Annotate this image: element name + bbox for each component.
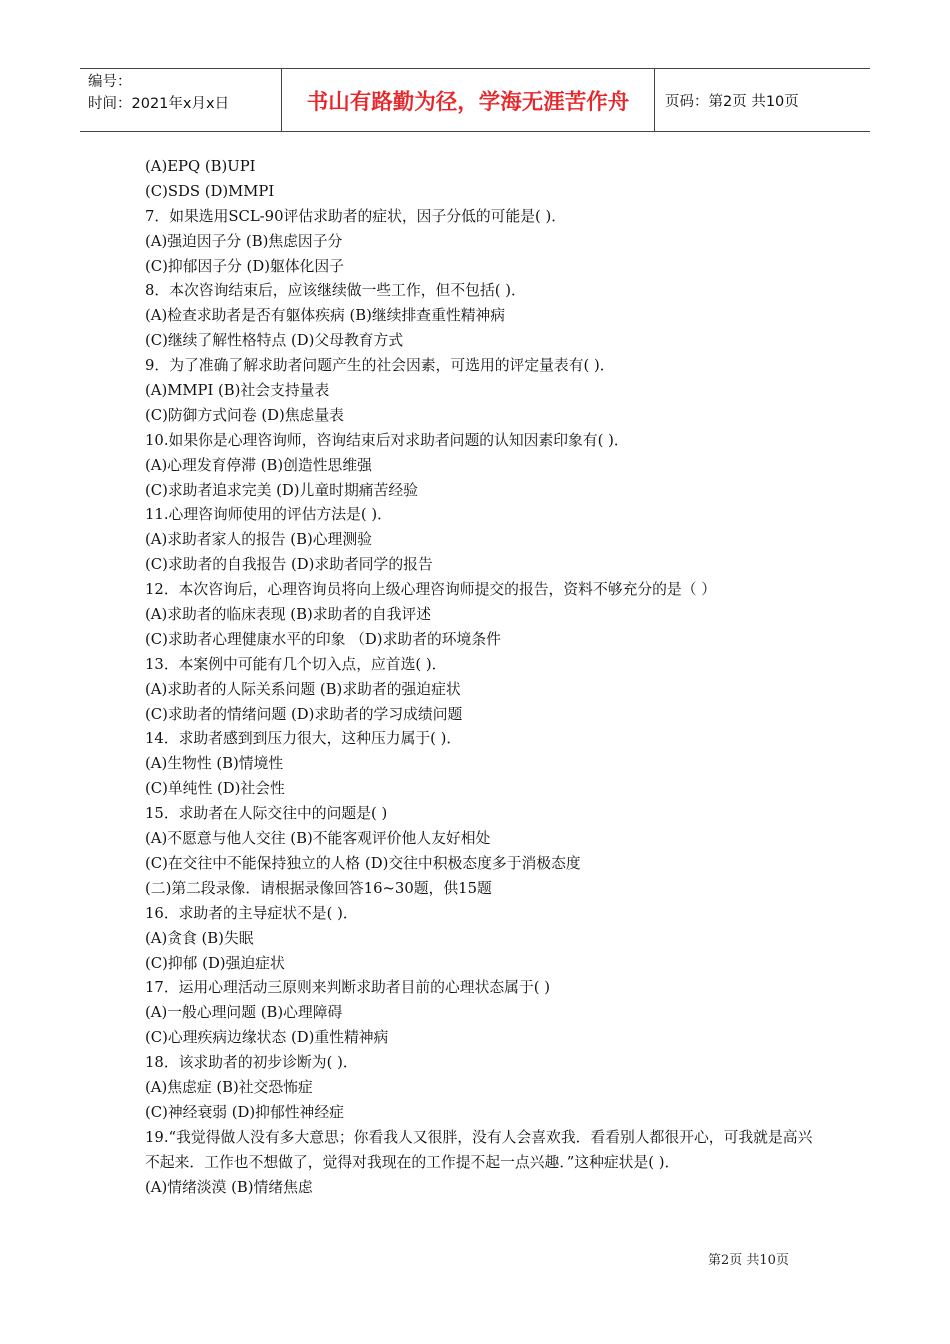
option-line: (C)神经衰弱 (D)抑郁性神经症 (145, 1103, 344, 1121)
option-line: (A)检查求助者是否有躯体疾病 (B)继续排查重性精神病 (145, 307, 506, 325)
question-line: 15．求助者在人际交往中的问题是( ) (145, 805, 388, 823)
question-line: 14．求助者感到到压力很大，这种压力属于( )． (145, 730, 462, 748)
option-line: (A)一般心理问题 (B)心理障碍 (145, 1004, 343, 1022)
option-line: (C)继续了解性格特点 (D)父母教育方式 (145, 332, 404, 350)
option-line: (A)强迫因子分 (B)焦虑因子分 (145, 232, 343, 250)
option-line: (C)抑郁因子分 (D)躯体化因子 (145, 257, 344, 275)
page-header (80, 68, 870, 132)
question-line: 16．求助者的主导症状不是( )． (145, 904, 358, 922)
question-line: 10.如果你是心理咨询师，咨询结束后对求助者问题的认知因素印象有( )． (145, 431, 629, 449)
option-line: (A)求助者的人际关系问题 (B)求助者的强迫症状 (145, 680, 461, 698)
option-line: (A)求助者的临床表现 (B)求助者的自我评述 (145, 606, 432, 624)
option-line: (A)心理发育停滞 (B)创造性思维强 (145, 456, 372, 474)
option-line: (C)单纯性 (D)社会性 (145, 780, 285, 798)
question-line: 11.心理咨询师使用的评估方法是( )． (145, 506, 392, 524)
question-19: 19.“我觉得做人没有多大意思；你看我人又很胖，没有人会喜欢我．看看别人都很开心，可我就是高兴不起来．工作也不想做了，觉得对我现在的工作提不起一点兴趣．”这种症状是( )． (145, 1128, 813, 1171)
section-heading: (二)第二段录像．请根据录像回答16~30题，供15题 (145, 879, 492, 897)
number-label: 编号： (88, 74, 132, 90)
question-line: 13．本案例中可能有几个切入点，应首选( )． (145, 655, 447, 673)
motto: 书山有路勤为径，学海无涯苦作舟 (281, 69, 655, 131)
page-footer: 第2页 共10页 (708, 1253, 789, 1268)
header-left (80, 69, 281, 131)
option-line: (C)抑郁 (D)强迫症状 (145, 954, 285, 972)
question-line: 9．为了准确了解求助者问题产生的社会因素，可选用的评定量表有( )． (145, 357, 615, 375)
option-line: (C)在交往中不能保持独立的人格 (D)交往中积极态度多于消极态度 (145, 854, 581, 872)
question-line: 12．本次咨询后，心理咨询员将向上级心理咨询师提交的报告，资料不够充分的是（ ） (145, 581, 717, 599)
option-line: (A)生物性 (B)情境性 (145, 755, 284, 773)
question-line: 7．如果选用SCL-90评估求助者的症状，因子分低的可能是( )． (145, 207, 567, 225)
option-line: (A)求助者家人的报告 (B)心理测验 (145, 531, 372, 549)
question-line: 8．本次咨询结束后，应该继续做一些工作，但不包括( )． (145, 282, 526, 300)
option-line: (A)MMPI (B)社会支持量表 (145, 382, 330, 400)
option-line: (C)求助者心理健康水平的印象 （D)求助者的环境条件 (145, 630, 501, 648)
option-line: (A)贪食 (B)失眠 (145, 929, 254, 947)
option-line: (A)不愿意与他人交往 (B)不能客观评价他人友好相处 (145, 830, 491, 848)
option-line: (C)求助者的自我报告 (D)求助者同学的报告 (145, 556, 433, 574)
option-line: (A)情绪淡漠 (B)情绪焦虑 (145, 1178, 313, 1196)
option-line: (C)求助者追求完美 (D)儿童时期痛苦经验 (145, 481, 418, 499)
option-line: (C)防御方式问卷 (D)焦虑量表 (145, 406, 344, 424)
text-line: (C)SDS (D)MMPI (145, 182, 275, 200)
option-line: (A)焦虑症 (B)社交恐怖症 (145, 1078, 313, 1096)
text-line: (A)EPQ (B)UPI (145, 158, 256, 175)
page-info: 页码：第2页 共10页 (665, 93, 799, 110)
option-line: (C)心理疾病边缘状态 (D)重性精神病 (145, 1029, 389, 1047)
question-line: 18．该求助者的初步诊断为( )． (145, 1054, 358, 1072)
option-line: (C)求助者的情绪问题 (D)求助者的学习成绩问题 (145, 705, 463, 723)
date-label: 时间：2021年x月x日 (88, 96, 230, 112)
document-body (145, 155, 815, 1200)
question-line: 17．运用心理活动三原则来判断求助者目前的心理状态属于( ) (145, 979, 551, 997)
